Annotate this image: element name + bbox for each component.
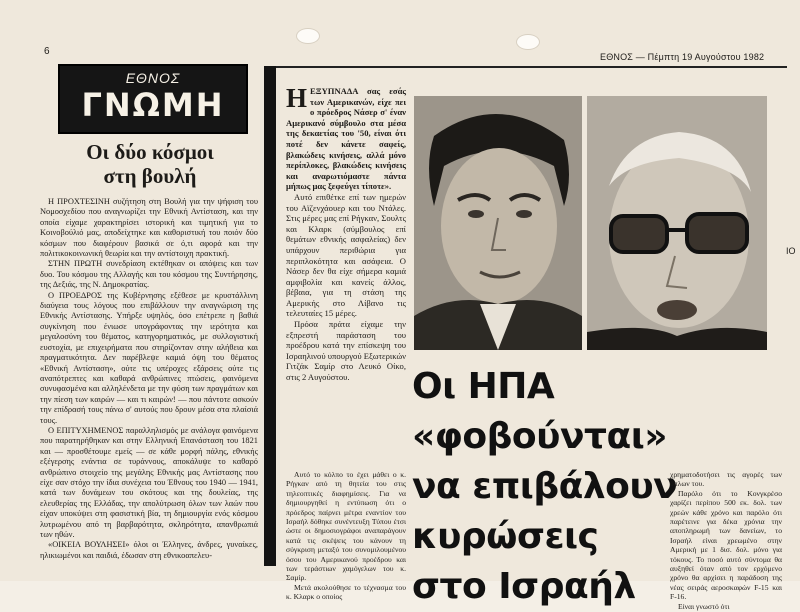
- continued-paragraph: Αυτό το κόλπο το έχει μάθει ο κ. Ρήγκαν από τη θητεία του στις τηλεοπτικές διαφημίσεις. Για να δημιουργηθεί η εντύπωση ότι ο πρόεδρος παίρνει μέτρα εναντίον του Ισραήλ δόθηκε συνέντευξη Τύπου έτσι ώστε οι δημοσιογράφοι αναπαράγουν κατά τις σκέψεις του κάνουν τη σύγκριση μεταξύ του συνομιλουμένου όσου του Αμερικανού προέδρου και των τεράστιων χαμόγελων του κ. Σαμίρ.: [286, 470, 406, 583]
- editorial-paragraph: Η ΠΡΟΧΤΕΣΙΝΗ συζήτηση στη Βουλή για την ψήφιση του Νομοσχεδίου που αναγνωρίζει την Εθνική Αντίσταση, και την οποία είχαμε χαρακτηρίσει ιστορική και τιμητική για το Κοινοβούλιό μας, αποδείχτηκε και καθοριστική του ποιόν δύο κόσμων που διαφέρουν βασικά σε ό,τι αφορά και την πολιτικοκοινωνική θεωρία και την αντίστοιχη πρακτική.: [40, 197, 258, 259]
- shamir-photo: [587, 96, 767, 350]
- drop-cap: Η: [286, 83, 308, 113]
- lead-intro: [286, 83, 406, 192]
- top-rule: [275, 66, 787, 68]
- lead-paragraph: Αυτό επιθέτκε επί των ημερών του Αϊζενχάουερ και του Ντάλες. Στις μέρες μας επί Ρήγκαν, Σουλτς και Κλαρκ (σύμβουλος επί θεμάτων εθνικής ασφαλείας) δεν υπάρχουν περιθώρια για περιπλοκότητα και ασάφεια. Ο Νάσερ δεν θα είχε σήμερα καμιά αμφιβολία και κανείς άλλος, βέβαια, για τη στάση της Αμερικής στο Λίβανο τις τελευταίες 15 μέρες.: [286, 191, 406, 319]
- page-number: 6: [44, 46, 50, 57]
- headline-line: Οι ΗΠΑ «φοβούνται»: [412, 366, 667, 457]
- nameplate-title: ΓΝΩΜΗ: [81, 86, 225, 124]
- portrait-illustration: [587, 96, 767, 350]
- right-paragraph: Παρόλο ότι το Κονγκρέσο χαρίζει περίπου 500 εκ. δολ. των χρεών κάθε χρόνο και παρόλο ότι παρέτεινε για δέκα χρόνια την αποπληρωμή των δανείων, το Ισραήλ είναι χρεωμένο στην Αμερική με 1 δισ. δολ. μόνο για τόκους. Το ποσό αυτό σύντομα θα αυξηθεί όταν από τον ερχόμενο χρόνο θα αρχίσει η παράδοση της νέας σειράς αεροσκαφών F-15 και F-16.: [670, 488, 782, 602]
- side-fragment: ΙΟ: [786, 246, 796, 256]
- editorial-body: [40, 197, 258, 561]
- editorial-paragraph: Ο ΕΠΙΤΥΧΗΜΕΝΟΣ παραλληλισμός με ανάλογα φαινόμενα που παρατηρήθηκαν και στην Ελληνική Επανάσταση του 1821 και — προσθέτουμε εμείς — σε κάθε μορφή πάλης, εθνικής εξέγερσης ενάντια σε τυράννους, αποκάλυψε το καθαρό ανθρώπινο στοιχείο της μεγάλης Εθνικής μας Αντίστασης που είχε σαν στόχο την ίδια συνέχεια του Έθνους του 1940 — 1941, κατά των δυνάμεων του σκότους και της δουλείας, της ελευθερίας της Ελλάδας, την απολύτρωση όλων των λαών που είχαν υποκύψει στη φασιστική βία, τη δημιουργία ενός κόσμου λυτρωμένου από τη βαρβαρότητα, σκληρότητα, απανθρωπιά των ηθών.: [40, 425, 258, 539]
- article-lead: [286, 83, 406, 383]
- column-nameplate: [58, 64, 248, 134]
- right-paragraph: Είναι γνωστό ότι: [678, 601, 730, 611]
- continued-paragraph: Μετά ακολούθησε το τέχνασμα του κ. Κλαρκ ο οποίος: [286, 582, 406, 602]
- editorial-title: [40, 140, 260, 188]
- headline-line: να επιβάλουν: [412, 466, 678, 507]
- punch-hole: [516, 34, 540, 50]
- nameplate-brand: ΕΘΝΟΣ: [125, 70, 181, 86]
- editorial-paragraph: Ο ΠΡΟΕΔΡΟΣ της Κυβέρνησης εξέθεσε με κρυστάλλινη διαύγεια τους λόγους που επιβάλλουν την αναγνώριση της Εθνικής Αντίστασης. Υπήρξε υψηλός, όσο επέτρεπε η βαθιά συγκίνηση που ένιωσε υπογράφοντας την ιερότητα και μεγαλοσύνη του θέματος, κατηγορηματικός, με συλλογιστική ευστοχία, με επιχειρήματα που στηρίζονταν στην αλήθεια και πραγματικότητα. Δεν παρέβλεψε καμιά όψη του θέματος «Εθνική Αντίσταση», ούτε τις υπέροχες εξάρσεις ούτε τις αναπότρεπτες και καθαρά ανθρώπινες πτώσεις, φαινόμενα συνυφασμένα και αλληλένδετα με την φύση των πραγμάτων και την πίεση των καιρών — και τι καιρών! — που πάντοτε ασκούν την επίδρασή τους πάνω σ' αυτούς που δρουν μέσα στα πλαίσιά τους.: [40, 290, 258, 425]
- right-paragraph: χρηματοδοτήσει τις αγορές των όπλων του.: [670, 470, 782, 489]
- editorial-paragraph: ΣΤΗΝ ΠΡΩΤΗ συνεδρίαση εκτέθηκαν οι απόψεις και των δυο. Του κόσμου της Αλλαγής και του κόσμου της Συντήρησης, της Δεξιάς, της Ν. Δημοκρατίας.: [40, 259, 258, 290]
- editorial-title-line: στη βουλή: [103, 164, 197, 188]
- masthead-dateline: ΕΘΝΟΣ — Πέμπτη 19 Αυγούστου 1982: [600, 52, 765, 62]
- portrait-illustration: [414, 96, 582, 350]
- reagan-photo: [414, 96, 582, 350]
- headline-line: στο Ισραήλ: [412, 566, 636, 607]
- article-continued: [286, 470, 406, 602]
- lead-intro-text: ΕΞΥΠΝΑΔΑ σας εσάς των Αμερικανών, είχε πει ο πρόεδρος Νάσερ σ' έναν Αμερικανό σύμβουλο στα μέσα της δεκαετίας του '50, είναι ότι ποτέ δεν κάνετε σαφείς, βλακώδεις κινήσεις, αλλά μόνο περίπλοκες, βλακώδεις κινήσεις και αναρωτιόμαστε πάντα μήπως μας ξεφεύγει τίποτε».: [286, 86, 406, 192]
- article-right-column: [670, 470, 782, 611]
- column-divider: [264, 66, 276, 566]
- punch-hole: [296, 28, 320, 44]
- lead-paragraph: Πρόσα πράτα είχαμε την εξπρεστή παράσταση του προέδρου κατά την επίσκεψη του Ισραηλινού υπουργού Εξωτερικών Γιτζάκ Σαμίρ στο Λευκό Οίκο, στις 2 Αυγούστου.: [286, 319, 406, 383]
- headline-line: κυρώσεις: [412, 516, 599, 557]
- editorial-title-line: Οι δύο κόσμοι: [86, 140, 214, 164]
- editorial-paragraph: «ΟΙΚΕΙΑ ΒΟΥΛΗΣΕΙ» όλοι οι Έλληνες, άνδρες, γυναίκες, ηλικιωμένοι και παιδιά, έδωσαν στη εθνικοαπελευ-: [40, 540, 258, 560]
